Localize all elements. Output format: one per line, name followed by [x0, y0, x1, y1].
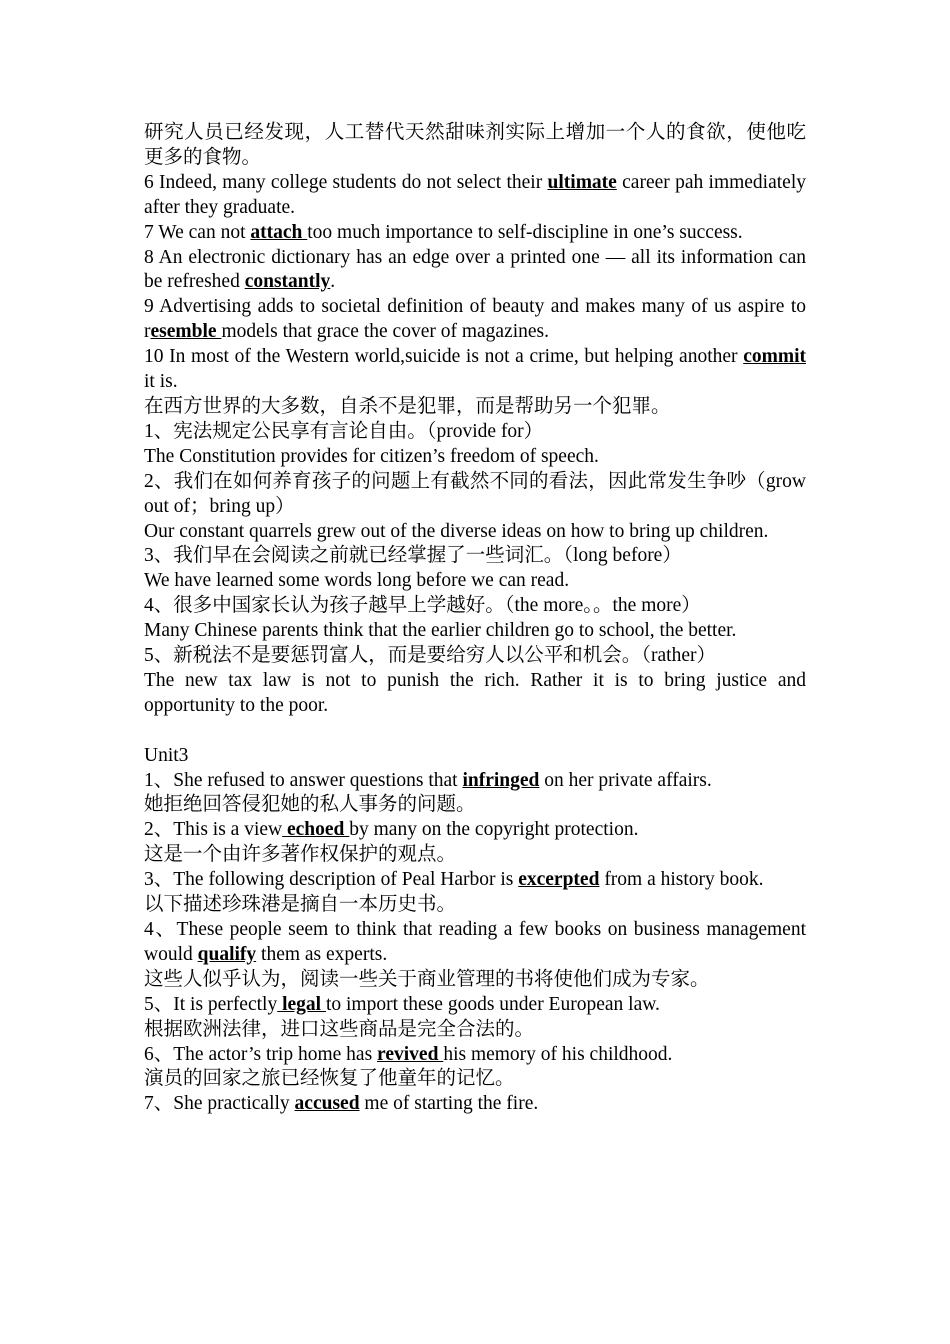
text-run: 4、These people seem to think that reading a few books on business management would [144, 918, 806, 965]
paragraph [144, 744, 806, 769]
paragraph [144, 345, 806, 395]
text-run: 2、我们在如何养育孩子的问题上有截然不同的看法，因此常发生争吵（grow out of；bring up） [144, 470, 806, 517]
text-run: 1、She refused to answer questions that [144, 769, 463, 791]
text-run: 以下描述珍珠港是摘自一本历史书。 [144, 894, 457, 916]
text-run: 2、This is a view [144, 819, 283, 841]
text-run: career pah immediately after they graduate. [144, 171, 806, 218]
underlined-keyword: revived [377, 1043, 444, 1065]
paragraph [144, 544, 806, 569]
underlined-keyword: excerpted [518, 869, 600, 891]
text-run: 4、很多中国家长认为孩子越早上学越好。（the more。。the more） [144, 595, 701, 617]
text-run: 在西方世界的大多数，自杀不是犯罪，而是帮助另一个犯罪。 [144, 395, 671, 417]
text-run: 5、It is perfectly [144, 993, 278, 1015]
underlined-keyword: esemble [150, 321, 222, 343]
text-run: . [330, 271, 336, 293]
paragraph [144, 793, 806, 818]
paragraph [144, 420, 806, 445]
text-run: 9 Advertising adds to societal definition of beauty and makes many of us aspire to r [144, 296, 806, 343]
paragraph [144, 395, 806, 420]
paragraph [144, 619, 806, 644]
paragraph [144, 246, 806, 296]
blank-line [144, 719, 806, 744]
text-run: to import these goods under European law. [325, 993, 660, 1015]
text-run: 8 An electronic dictionary has an edge over a printed one — all its information can be refreshed [144, 246, 806, 293]
text-run: 6 Indeed, many college students do not select their [144, 171, 548, 193]
text-run: 5、新税法不是要惩罚富人，而是要给穷人以公平和机会。（rather） [144, 645, 716, 667]
paragraph [144, 644, 806, 669]
underlined-keyword: commit [743, 346, 806, 368]
text-run: The Constitution provides for citizen’s freedom of speech. [144, 445, 599, 467]
paragraph [144, 470, 806, 520]
text-run: on her private affairs. [539, 769, 712, 791]
text-run: 研究人员已经发现，人工替代天然甜味剂实际上增加一个人的食欲，使他吃更多的食物。 [144, 122, 806, 168]
paragraph [144, 918, 806, 968]
text-run: Unit3 [144, 744, 189, 766]
paragraph [144, 1067, 806, 1092]
text-run: 这些人似乎认为，阅读一些关于商业管理的书将使他们成为专家。 [144, 968, 710, 990]
paragraph [144, 221, 806, 246]
paragraph [144, 669, 806, 719]
text-run: his memory of his childhood. [443, 1043, 673, 1065]
text-run: them as experts. [256, 943, 388, 965]
paragraph [144, 1043, 806, 1068]
text-run: 7、She practically [144, 1093, 295, 1115]
text-run: 7 We can not [144, 221, 251, 243]
paragraph [144, 520, 806, 545]
text-run: 她拒绝回答侵犯她的私人事务的问题。 [144, 794, 476, 816]
paragraph [144, 445, 806, 470]
underlined-keyword: echoed [282, 819, 350, 841]
paragraph [144, 121, 806, 171]
paragraph [144, 295, 806, 345]
text-run: 这是一个由许多著作权保护的观点。 [144, 844, 457, 866]
paragraph [144, 818, 806, 843]
text-run: The new tax law is not to punish the rich. Rather it is to bring justice and opportunity to the poor. [144, 669, 806, 716]
paragraph [144, 968, 806, 993]
underlined-keyword: constantly [244, 271, 331, 293]
text-run: Many Chinese parents think that the earlier children go to school, the better. [144, 620, 737, 642]
text-run: 演员的回家之旅已经恢复了他童年的记忆。 [144, 1068, 515, 1090]
text-run: 3、我们早在会阅读之前就已经掌握了一些词汇。（long before） [144, 545, 682, 567]
paragraph [144, 868, 806, 893]
text-run: models that grace the cover of magazines. [221, 321, 550, 343]
paragraph [144, 893, 806, 918]
text-run: it is. [144, 371, 178, 393]
underlined-keyword: accused [294, 1093, 360, 1115]
paragraph [144, 171, 806, 221]
underlined-keyword: infringed [462, 769, 540, 791]
paragraph [144, 594, 806, 619]
text-run: 根据欧洲法律，进口这些商品是完全合法的。 [144, 1018, 535, 1040]
paragraph [144, 993, 806, 1018]
underlined-keyword: qualify [197, 943, 257, 965]
text-run: me of starting the fire. [359, 1093, 539, 1115]
paragraph [144, 1018, 806, 1043]
text-run: We have learned some words long before we can read. [144, 570, 570, 592]
text-run: Our constant quarrels grew out of the diverse ideas on how to bring up children. [144, 520, 769, 542]
underlined-keyword: legal [277, 993, 326, 1015]
paragraph [144, 769, 806, 794]
underlined-keyword: attach [250, 221, 308, 243]
underlined-keyword: ultimate [547, 171, 617, 193]
text-run: from a history book. [599, 869, 764, 891]
paragraph [144, 843, 806, 868]
document-body [144, 121, 806, 1117]
text-run: by many on the copyright protection. [349, 819, 639, 841]
text-run: 10 In most of the Western world,suicide is not a crime, but helping another [144, 346, 744, 368]
text-run: 1、宪法规定公民享有言论自由。（provide for） [144, 420, 544, 442]
paragraph [144, 569, 806, 594]
paragraph [144, 1092, 806, 1117]
text-run: 6、The actor’s trip home has [144, 1043, 378, 1065]
text-run: too much importance to self-discipline in one’s success. [307, 221, 743, 243]
text-run: 3、The following description of Peal Harbor is [144, 869, 519, 891]
